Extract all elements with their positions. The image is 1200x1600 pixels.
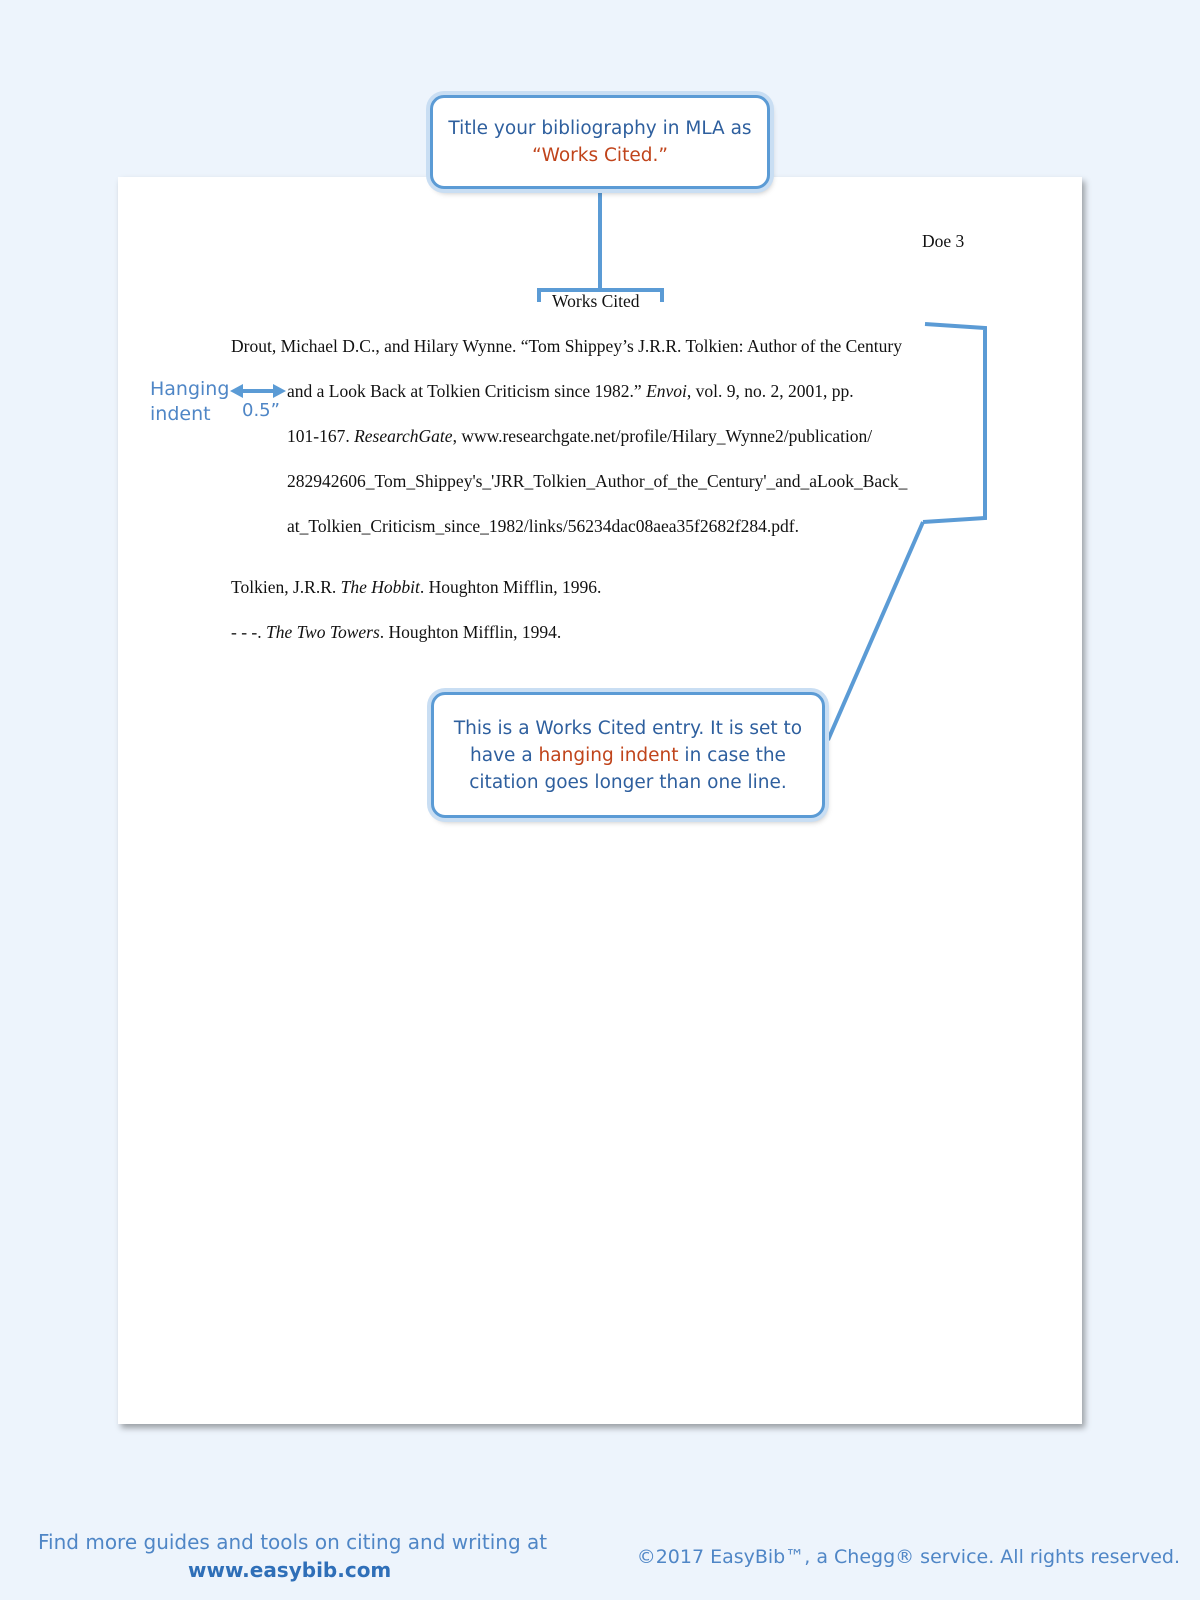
entry-callout	[431, 692, 825, 818]
citation-entry-3	[231, 622, 561, 643]
easybib-link[interactable]: www.easybib.com	[188, 1558, 392, 1582]
hanging-indent-label-1: Hanging	[150, 378, 230, 400]
footer-guides	[38, 1528, 547, 1584]
title-callout-line1: Title your bibliography in MLA as	[448, 118, 752, 139]
entry-1-line-4: 282942606_Tom_Shippey's_'JRR_Tolkien_Author_of_the_Century'_and_aLook_Back_	[287, 471, 908, 491]
database-title: ResearchGate	[354, 426, 453, 446]
book-title-two-towers: The Two Towers	[265, 622, 380, 642]
hanging-indent-term: hanging indent	[538, 744, 679, 766]
entry-2-text-a: Tolkien, J.R.R.	[231, 577, 341, 597]
entry-callout-line2-a: have a	[470, 744, 539, 766]
citation-entry-2	[231, 577, 601, 598]
works-cited-heading: Works Cited	[552, 291, 640, 311]
page-header: Doe 3	[922, 231, 965, 251]
entry-connector-line	[828, 522, 923, 740]
entry-1-line-2-text-a: and a Look Back at Tolkien Criticism since 1982.”	[287, 381, 647, 401]
entry-callout-line1: This is a Works Cited entry. It is set to	[453, 717, 803, 739]
entry-3-text-a: - - -.	[231, 622, 266, 642]
indent-measure: 0.5”	[242, 400, 280, 421]
entry-1-line-3	[287, 426, 872, 447]
entry-bracket	[923, 324, 985, 522]
entry-2-text-b: . Houghton Mifflin, 1996.	[419, 577, 602, 597]
entry-1-line-3-text-a: 101-167.	[287, 426, 355, 446]
entry-1-line-2-text-b: , vol. 9, no. 2, 2001, pp.	[686, 381, 854, 401]
title-callout	[430, 95, 770, 189]
entry-callout-line2	[470, 742, 786, 769]
entry-callout-line3: citation goes longer than one line.	[469, 771, 787, 793]
indent-arrow-icon	[230, 384, 286, 398]
title-callout-line2: “Works Cited.”	[532, 145, 668, 166]
entry-1-line-5: at_Tolkien_Criticism_since_1982/links/56234dac08aea35f2682f284.pdf.	[287, 516, 800, 536]
entry-1-line-3-text-b: , www.researchgate.net/profile/Hilary_Wynne2/publication/	[452, 426, 873, 446]
hanging-indent-label-2: indent	[150, 403, 211, 425]
footer-copyright: ©2017 EasyBib™, a Chegg® service. All rights reserved.	[636, 1546, 1180, 1568]
entry-callout-line2-b: in case the	[678, 744, 786, 766]
entry-1-line-2	[287, 381, 854, 402]
book-title-hobbit: The Hobbit	[340, 577, 420, 597]
footer-guides-text: Find more guides and tools on citing and writing at	[38, 1530, 548, 1554]
entry-3-text-b: . Houghton Mifflin, 1994.	[379, 622, 562, 642]
journal-title: Envoi	[646, 381, 687, 401]
entry-1-line-1: Drout, Michael D.C., and Hilary Wynne. “Tom Shippey’s J.R.R. Tolkien: Author of the Century	[231, 336, 902, 356]
